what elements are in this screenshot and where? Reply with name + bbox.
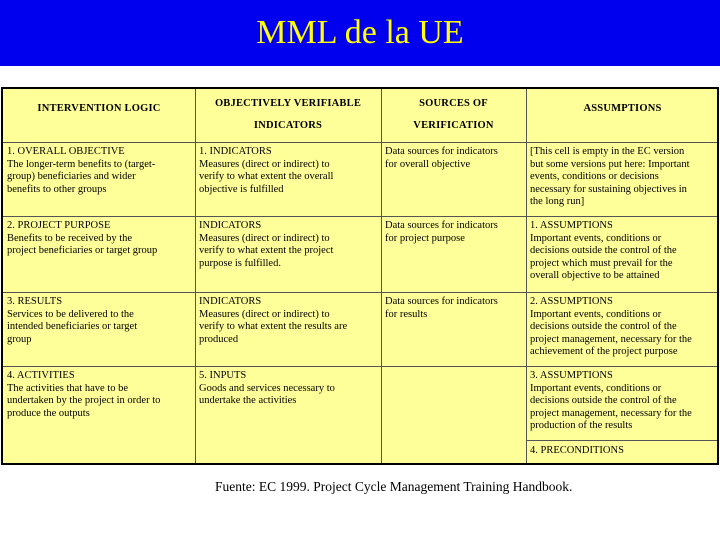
column-divider [381,89,382,463]
cell-purpose-indicators: INDICATORS Measures (direct or indirect) to verify to what extent the project purpose is fulfilled. [199,220,334,269]
cell-purpose-assumptions: 1. ASSUMPTIONS Important events, conditions or decisions outside the control of the project which must prevail for the overall objective to be attained [530,220,677,282]
cell-results: 3. RESULTS Services to be delivered to the intended beneficiaries or target group [7,296,138,345]
row-divider [3,366,717,367]
row-divider [3,292,717,293]
logframe-table [1,87,719,465]
header-sources: SOURCES OF VERIFICATION [413,98,494,131]
title-bar [0,0,720,66]
page-title: MML de la UE [256,14,464,51]
column-divider [526,89,527,463]
cell-purpose-sources: Data sources for indicators for project purpose [385,220,498,244]
cell-project-purpose: 2. PROJECT PURPOSE Benefits to be received by the project beneficiaries or target group [7,220,158,257]
header-indicators: OBJECTIVELY VERIFIABLE INDICATORS [214,98,362,131]
row-divider [3,142,717,143]
cell-activities: 4. ACTIVITIES The activities that have to be undertaken by the project in order to produce the outputs [7,370,161,419]
header-assumptions: ASSUMPTIONS [583,103,662,114]
cell-overall-sources: Data sources for indicators for overall objective [385,146,498,170]
cell-results-sources: Data sources for indicators for results [385,296,498,320]
cell-activities-assumptions: 3. ASSUMPTIONS Important events, conditions or decisions outside the control of the project management, necessary for the production of the results [530,370,692,432]
cell-inputs: 5. INPUTS Goods and services necessary to undertake the activities [199,370,335,407]
cell-results-indicators: INDICATORS Measures (direct or indirect) to verify to what extent the results are produced [199,296,348,345]
source-caption: Fuente: EC 1999. Project Cycle Management Training Handbook. [215,479,573,494]
column-divider [195,89,196,463]
cell-overall-assumptions: [This cell is empty in the EC version but some versions put here: Important events, conditions or decisions necessary for sustaining objectives in the long run] [530,146,690,208]
header-intervention-logic: INTERVENTION LOGIC [37,103,161,114]
cell-overall-indicators: 1. INDICATORS Measures (direct or indirect) to verify to what extent the overall objective is fulfilled [199,146,334,195]
cell-preconditions: 4. PRECONDITIONS [530,445,624,456]
cell-results-assumptions: 2. ASSUMPTIONS Important events, conditions or decisions outside the control of the project management, necessary for the achievement of the project purpose [530,296,692,358]
row-divider [3,216,717,217]
row-divider [526,440,717,441]
cell-overall-objective: 1. OVERALL OBJECTIVE The longer-term benefits to (target- group) beneficiaries and wider benefits to other groups [7,146,156,195]
